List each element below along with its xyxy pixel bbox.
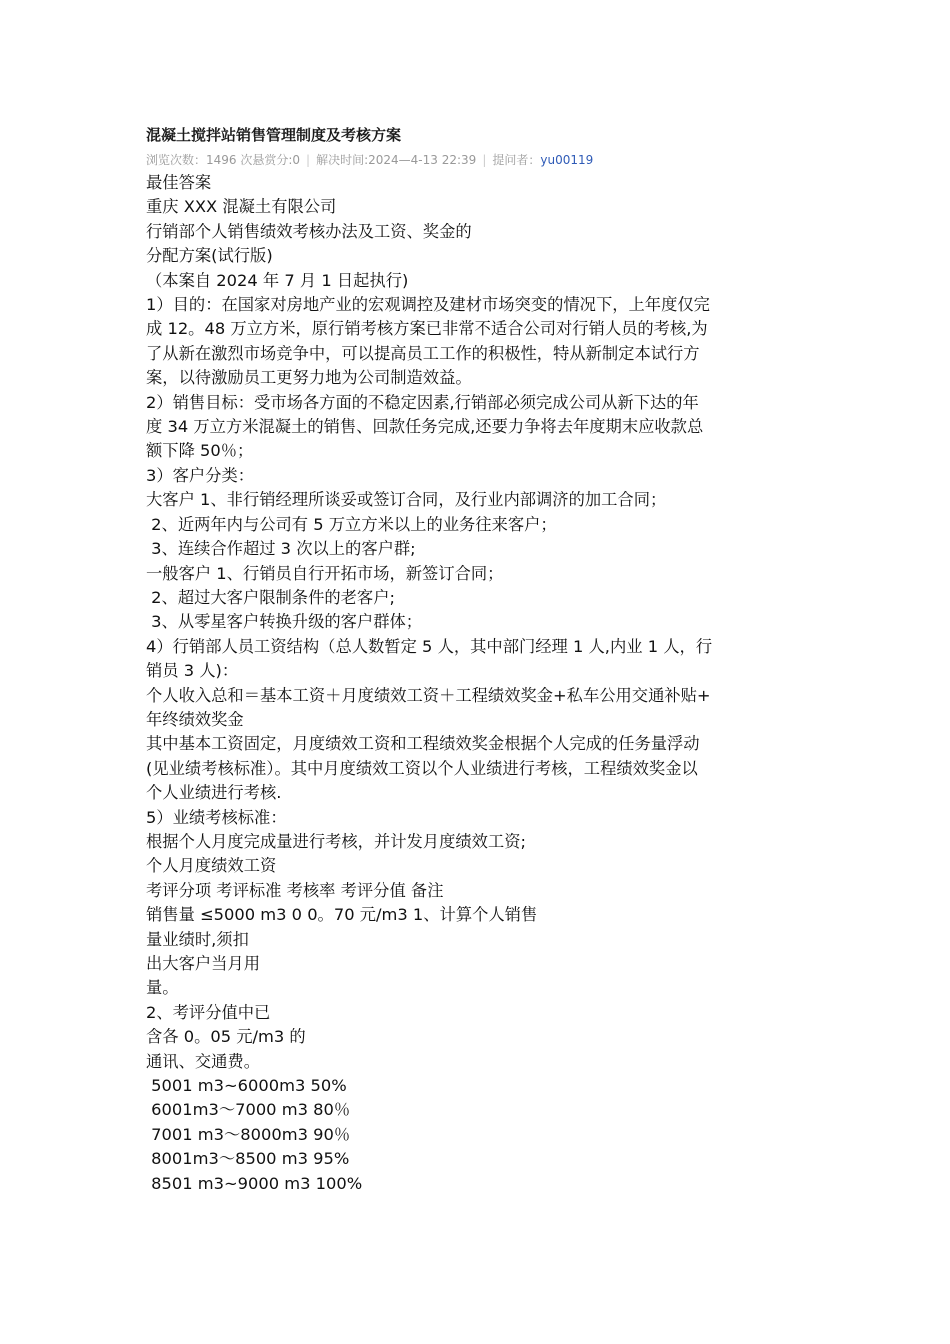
answer-line: 度 34 万立方米混凝土的销售、回款任务完成,还要力争将去年度期末应收款总 — [146, 417, 704, 437]
answer-line: 其中基本工资固定，月度绩效工资和工程绩效奖金根据个人完成的任务量浮动 — [146, 734, 700, 754]
document-page — [146, 124, 816, 1196]
answer-line: 4）行销部人员工资结构（总人数暂定 5 人，其中部门经理 1 人,内业 1 人，行 — [146, 636, 713, 656]
answer-line: (见业绩考核标准）。其中月度绩效工资以个人业绩进行考核，工程绩效奖金以 — [146, 758, 698, 778]
answer-line: 3）客户分类： — [146, 465, 255, 485]
answer-line: 了从新在激烈市场竞争中，可以提高员工工作的积极性，特从新制定本试行方 — [146, 343, 700, 363]
answer-line: 5）业绩考核标准： — [146, 807, 287, 827]
best-answer-heading: 最佳答案 — [146, 173, 212, 192]
answer-line: 案，以待激励员工更努力地为公司制造效益。 — [146, 368, 472, 388]
asker-label: 提问者： — [492, 153, 541, 167]
answer-line: 8501 m3~9000 m3 100% — [146, 1173, 363, 1193]
answer-body — [146, 171, 816, 1196]
answer-line: 含各 0。05 元/m3 的 — [146, 1027, 306, 1047]
answer-line: 个人月度绩效工资 — [146, 856, 277, 876]
resolved-time: 解决时间:2024—4-13 22:39 — [316, 153, 477, 167]
answer-line: 量业绩时,须扣 — [146, 929, 249, 949]
answer-line: （本案自 2024 年 7 月 1 日起执行) — [146, 270, 409, 290]
answer-line: 2、考评分值中已 — [146, 1002, 271, 1022]
answer-line: 年终绩效奖金 — [146, 709, 244, 729]
meta-divider: | — [482, 153, 487, 167]
answer-line: 2）销售目标：受市场各方面的不稳定因素,行销部必须完成公司从新下达的年 — [146, 392, 699, 412]
answer-line: 7001 m3～8000m3 90％ — [146, 1124, 351, 1144]
answer-line: 2、近两年内与公司有 5 万立方米以上的业务往来客户； — [146, 514, 557, 534]
answer-line: 3、从零星客户转换升级的客户群体； — [146, 612, 423, 632]
answer-line: 销员 3 人)： — [146, 661, 239, 681]
answer-line: 2、超过大客户限制条件的老客户; — [146, 587, 395, 607]
page-title: 混凝土搅拌站销售管理制度及考核方案 — [146, 126, 402, 144]
answer-line: 个人业绩进行考核. — [146, 783, 282, 803]
answer-line: 额下降 50％； — [146, 441, 254, 461]
question-meta — [146, 151, 816, 169]
answer-line: 销售量 ≤5000 m3 0 0。70 元/m3 1、计算个人销售 — [146, 905, 538, 925]
answer-line: 3、连续合作超过 3 次以上的客户群; — [146, 539, 416, 559]
answer-line: 根据个人月度完成量进行考核，并计发月度绩效工资; — [146, 831, 526, 851]
answer-line: 出大客户当月用 — [146, 954, 260, 973]
answer-line: 重庆 XXX 混凝土有限公司 — [146, 197, 337, 217]
answer-line: 5001 m3~6000m3 50% — [146, 1076, 347, 1096]
meta-divider: | — [306, 153, 311, 167]
answer-line: 8001m3～8500 m3 95% — [146, 1149, 350, 1169]
answer-line: 考评分项 考评标准 考核率 考评分值 备注 — [146, 880, 444, 900]
answer-line: 个人收入总和＝基本工资＋月度绩效工资＋工程绩效奖金+私车公用交通补贴+ — [146, 685, 711, 705]
answer-line: 分配方案(试行版) — [146, 246, 273, 266]
answer-line: 量。 — [146, 978, 179, 998]
answer-line: 通讯、交通费。 — [146, 1051, 260, 1071]
answer-line: 成 12。48 万立方米，原行销考核方案已非常不适合公司对行销人员的考核,为 — [146, 319, 708, 339]
answer-line: 1）目的：在国家对房地产业的宏观调控及建材市场突变的情况下，上年度仅完 — [146, 295, 710, 315]
asker-link[interactable]: yu00119 — [540, 153, 594, 167]
answer-line: 行销部个人销售绩效考核办法及工资、奖金的 — [146, 221, 472, 241]
answer-line: 6001m3～7000 m3 80％ — [146, 1100, 351, 1120]
answer-line: 一般客户 1、行销员自行开拓市场，新签订合同； — [146, 563, 504, 583]
view-count: 浏览次数：1496 次悬赏分:0 — [146, 153, 301, 167]
answer-line: 大客户 1、非行销经理所谈妥或签订合同，及行业内部调济的加工合同； — [146, 490, 667, 510]
